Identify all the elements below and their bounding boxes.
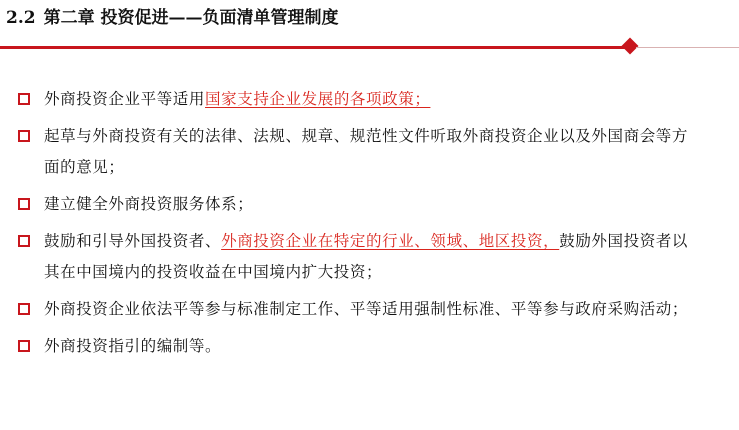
header-divider-thin-line: [636, 47, 739, 48]
item-text: 起草与外商投资有关的法律、法规、规章、规范性文件听取外商投资企业以及外国商会等方面的意见；: [44, 127, 689, 176]
square-bullet-icon: [18, 130, 30, 142]
square-bullet-icon: [18, 303, 30, 315]
page-title: [6, 6, 339, 30]
list-item: [14, 189, 704, 220]
header-divider-line: [0, 46, 632, 49]
square-bullet-icon: [18, 235, 30, 247]
square-bullet-icon: [18, 93, 30, 105]
list-item: [14, 226, 704, 288]
item-text: 外商投资指引的编制等。: [44, 337, 222, 355]
square-bullet-icon: [18, 340, 30, 352]
item-text-after: 鼓励外国投资者以其在中国境内的投资收益在中国境内扩大投资；: [44, 232, 689, 281]
item-text: 鼓励和引导外国投资者、: [44, 232, 222, 250]
list-item: [14, 331, 704, 362]
square-bullet-icon: [18, 198, 30, 210]
item-text: 外商投资企业平等适用: [44, 90, 206, 108]
policy-bullet-list: [14, 84, 704, 362]
item-highlight-text: 国家支持企业发展的各项政策；: [205, 90, 431, 108]
list-item: [14, 121, 704, 183]
item-text: 外商投资企业依法平等参与标准制定工作、平等适用强制性标准、平等参与政府采购活动；: [44, 300, 689, 318]
slide-header: [0, 0, 739, 56]
list-item: [14, 294, 704, 325]
item-highlight-text: 外商投资企业在特定的行业、领域、地区投资，: [221, 232, 560, 250]
section-title: 第二章 投资促进——负面清单管理制度: [43, 8, 339, 28]
list-item: [14, 84, 704, 115]
section-number: 2.2: [6, 8, 36, 28]
item-text: 建立健全外商投资服务体系；: [44, 195, 254, 213]
